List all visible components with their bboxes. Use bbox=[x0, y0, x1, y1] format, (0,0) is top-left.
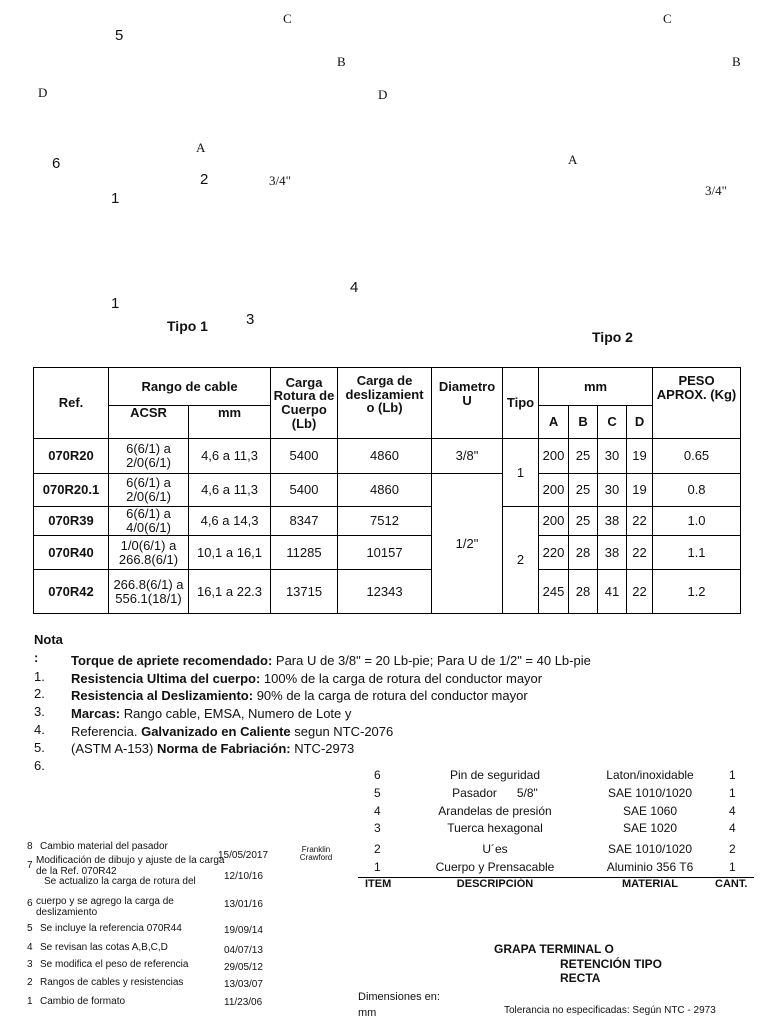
cell-a: 220 bbox=[539, 536, 569, 570]
note-number: 1. bbox=[34, 669, 45, 684]
notes-title: Nota bbox=[34, 632, 63, 647]
cell-acsr: 266.8(6/1) a 556.1(18/1) bbox=[109, 570, 189, 614]
cell-ref: 070R20 bbox=[34, 439, 109, 474]
header-a: A bbox=[539, 406, 569, 439]
bom-header-desc: DESCRIPCIÓN bbox=[456, 878, 534, 890]
note-number: 5. bbox=[34, 740, 45, 755]
callout-4: 4 bbox=[350, 279, 359, 296]
cell-ref: 070R20.1 bbox=[34, 474, 109, 507]
cell-desliz: 4860 bbox=[338, 439, 432, 474]
note-bold: Torque de apriete recomendado: bbox=[71, 653, 273, 668]
cell-desliz: 7512 bbox=[338, 507, 432, 536]
bom-item: 6 bbox=[374, 768, 381, 782]
revision-num: 5 bbox=[27, 923, 33, 934]
cell-peso: 1.2 bbox=[653, 570, 741, 614]
note-line bbox=[71, 706, 351, 721]
bom-cant: 4 bbox=[729, 804, 736, 818]
dim-label-3-4: 3/4" bbox=[269, 173, 291, 188]
dim-label-a: A bbox=[196, 140, 206, 155]
bom-header-item: ITEM bbox=[365, 878, 392, 890]
spec-table bbox=[33, 367, 741, 614]
callout-1: 1 bbox=[111, 190, 120, 207]
note-number: 3. bbox=[34, 704, 45, 719]
dim-label-d2: D bbox=[378, 87, 388, 102]
note-number: 2. bbox=[34, 686, 45, 701]
revision-text: Se incluye la referencia 070R44 bbox=[40, 923, 182, 934]
cell-b: 25 bbox=[569, 507, 598, 536]
cell-peso: 1.1 bbox=[653, 536, 741, 570]
cell-tipo: 1 bbox=[503, 439, 539, 507]
bom-desc: U´es bbox=[482, 842, 508, 856]
header-d: D bbox=[627, 406, 653, 439]
cell-peso: 1.0 bbox=[653, 507, 741, 536]
revision-date: 12/10/16 bbox=[224, 871, 263, 882]
bom-desc: Pin de seguridad bbox=[449, 768, 541, 782]
revision-num: 2 bbox=[27, 977, 33, 988]
note-bold: Marcas: bbox=[71, 706, 121, 721]
cell-b: 28 bbox=[569, 536, 598, 570]
bom-item: 3 bbox=[374, 821, 381, 835]
revision-text: cuerpo y se agrego la carga de deslizamiento bbox=[36, 896, 174, 918]
bom-desc: Arandelas de presión bbox=[438, 804, 552, 818]
bom-item: 2 bbox=[374, 842, 381, 856]
cell-desliz: 12343 bbox=[338, 570, 432, 614]
revision-date: 19/09/14 bbox=[224, 925, 263, 936]
cell-a: 245 bbox=[539, 570, 569, 614]
cell-c: 41 bbox=[598, 570, 627, 614]
cell-rotura: 5400 bbox=[271, 439, 338, 474]
cell-ref: 070R40 bbox=[34, 536, 109, 570]
table-row bbox=[34, 439, 741, 474]
revision-num: 3 bbox=[27, 959, 33, 970]
cell-ref: 070R42 bbox=[34, 570, 109, 614]
callout-3: 3 bbox=[246, 311, 255, 328]
bom-material: Aluminio 356 T6 bbox=[606, 860, 694, 874]
note-line bbox=[71, 653, 591, 668]
cell-d: 22 bbox=[627, 536, 653, 570]
header-mm-group: mm bbox=[539, 368, 653, 406]
cell-ref: 070R39 bbox=[34, 507, 109, 536]
bom-item: 5 bbox=[374, 786, 381, 800]
revision-date: 13/03/07 bbox=[224, 979, 263, 990]
bom-material: SAE 1060 bbox=[622, 804, 678, 818]
note-line bbox=[71, 741, 354, 756]
cell-c: 30 bbox=[598, 474, 627, 507]
callout-1b: 1 bbox=[111, 295, 120, 312]
note-rest: NTC-2973 bbox=[290, 741, 355, 756]
revision-date: 13/01/16 bbox=[224, 899, 263, 910]
cell-rotura: 11285 bbox=[271, 536, 338, 570]
cell-a: 200 bbox=[539, 439, 569, 474]
note-pre: (ASTM A-153) bbox=[71, 741, 157, 756]
cell-mm: 4,6 a 14,3 bbox=[189, 507, 271, 536]
note-rest: Rango cable, EMSA, Numero de Lote y bbox=[120, 706, 352, 721]
note-line bbox=[71, 688, 528, 703]
header-ref: Ref. bbox=[34, 368, 109, 439]
revision-text: Se revisan las cotas A,B,C,D bbox=[40, 942, 168, 953]
cell-b: 25 bbox=[569, 474, 598, 507]
tipo1-title: Tipo 1 bbox=[167, 318, 208, 334]
bom-cant: 1 bbox=[729, 768, 736, 782]
cell-b: 28 bbox=[569, 570, 598, 614]
header-peso: PESO APROX. (Kg) bbox=[653, 368, 741, 439]
cell-diametro: 3/8" bbox=[432, 439, 503, 474]
revision-date: 04/07/13 bbox=[224, 945, 263, 956]
revision-num: 7 bbox=[27, 860, 33, 871]
revision-text: Se actualizo la carga de rotura del bbox=[44, 876, 196, 887]
revision-author: Franklin Crawford bbox=[299, 845, 333, 863]
dim-label-c: C bbox=[283, 11, 292, 26]
callout-5: 5 bbox=[115, 27, 124, 44]
revision-text: Se modifica el peso de referencia bbox=[40, 959, 189, 970]
cell-desliz: 10157 bbox=[338, 536, 432, 570]
bom-material: SAE 1010/1020 bbox=[607, 842, 693, 856]
tipo2-dim-label-3-4: 3/4" bbox=[705, 183, 727, 198]
header-c: C bbox=[598, 406, 627, 439]
drawing-title-line3: RECTA bbox=[560, 971, 601, 985]
tolerance-note: Tolerancia no especificadas: Según NTC - 2973 bbox=[504, 1005, 716, 1016]
drawing-title-line1: GRAPA TERMINAL O bbox=[494, 942, 614, 956]
cell-a: 200 bbox=[539, 507, 569, 536]
header-tipo: Tipo bbox=[503, 368, 539, 439]
cell-tipo: 2 bbox=[503, 507, 539, 614]
table-row bbox=[34, 536, 741, 570]
cell-rotura: 13715 bbox=[271, 570, 338, 614]
bom-cant: 1 bbox=[729, 860, 736, 874]
cell-d: 19 bbox=[627, 474, 653, 507]
cell-rotura: 8347 bbox=[271, 507, 338, 536]
cell-mm: 4,6 a 11,3 bbox=[189, 474, 271, 507]
cell-d: 22 bbox=[627, 570, 653, 614]
notes-colon: : bbox=[34, 650, 39, 665]
bom-desc: Cuerpo y Prensacable bbox=[435, 860, 555, 874]
dimensions-label: Dimensiones en: bbox=[358, 991, 440, 1003]
header-acsr: ACSR bbox=[109, 406, 189, 439]
bom-desc: Pasador 5/8" bbox=[452, 786, 538, 800]
revision-text: Cambio material del pasador bbox=[40, 841, 168, 852]
revision-date: 15/05/2017 bbox=[218, 850, 269, 861]
cell-mm: 4,6 a 11,3 bbox=[189, 439, 271, 474]
cell-desliz: 4860 bbox=[338, 474, 432, 507]
note-rest: 90% de la carga de rotura del conductor mayor bbox=[253, 688, 528, 703]
cell-d: 19 bbox=[627, 439, 653, 474]
tipo2-dim-label-c: C bbox=[663, 11, 672, 26]
cell-c: 30 bbox=[598, 439, 627, 474]
cell-d: 22 bbox=[627, 507, 653, 536]
bom-material: Laton/inoxidable bbox=[606, 768, 694, 782]
bom-cant: 4 bbox=[729, 821, 736, 835]
cell-acsr: 6(6/1) a 4/0(6/1) bbox=[109, 507, 189, 536]
note-bold: Galvanizado en Caliente bbox=[141, 724, 291, 739]
note-line bbox=[71, 724, 393, 739]
tipo2-dim-label-b: B bbox=[732, 54, 741, 69]
revision-date: 11/23/06 bbox=[224, 997, 263, 1008]
cell-peso: 0.8 bbox=[653, 474, 741, 507]
cell-acsr: 6(6/1) a 2/0(6/1) bbox=[109, 439, 189, 474]
note-rest: Para U de 3/8" = 20 Lb-pie; Para U de 1/2" = 40 Lb-pie bbox=[272, 653, 591, 668]
revision-text: Cambio de formato bbox=[40, 996, 126, 1007]
tipo2-title: Tipo 2 bbox=[592, 329, 633, 345]
header-b: B bbox=[569, 406, 598, 439]
note-number: 4. bbox=[34, 722, 45, 737]
dim-label-d: D bbox=[38, 85, 48, 100]
revision-num: 6 bbox=[27, 898, 33, 909]
note-pre: Referencia. bbox=[71, 724, 142, 739]
revision-num: 8 bbox=[27, 841, 33, 852]
cell-acsr: 1/0(6/1) a 266.8(6/1) bbox=[109, 536, 189, 570]
cell-acsr: 6(6/1) a 2/0(6/1) bbox=[109, 474, 189, 507]
revision-date: 29/05/12 bbox=[224, 962, 263, 973]
revision-text: Modificación de dibujo y ajuste de la carga de la Ref. 070R42 bbox=[36, 855, 225, 877]
cell-c: 38 bbox=[598, 507, 627, 536]
revision-num: 4 bbox=[27, 942, 33, 953]
note-number: 6. bbox=[34, 758, 45, 773]
note-line bbox=[71, 671, 542, 686]
bom-desc: Tuerca hexagonal bbox=[447, 821, 543, 835]
table-row bbox=[34, 507, 741, 536]
cell-a: 200 bbox=[539, 474, 569, 507]
cell-b: 25 bbox=[569, 439, 598, 474]
tipo2-dim-label-a: A bbox=[568, 152, 578, 167]
bom-cant: 1 bbox=[729, 786, 736, 800]
callout-2: 2 bbox=[200, 171, 209, 188]
table-row bbox=[34, 474, 741, 507]
revision-text: Rangos de cables y resistencias bbox=[40, 977, 184, 988]
dim-label-b: B bbox=[337, 54, 346, 69]
bom-header-material: MATERIAL bbox=[621, 878, 678, 890]
bom-item: 1 bbox=[374, 860, 381, 874]
cell-mm: 16,1 a 22.3 bbox=[189, 570, 271, 614]
header-carga-rotura: Carga Rotura de Cuerpo (Lb) bbox=[271, 368, 338, 439]
revision-num: 1 bbox=[27, 996, 33, 1007]
note-bold: Norma de Fabriación: bbox=[156, 741, 291, 756]
cell-diametro: 1/2" bbox=[432, 474, 503, 614]
header-mm: mm bbox=[189, 406, 271, 439]
bom-material: SAE 1010/1020 bbox=[607, 786, 693, 800]
note-rest: 100% de la carga de rotura del conductor mayor bbox=[260, 671, 543, 686]
header-rango: Rango de cable bbox=[109, 368, 271, 406]
bom-header-cant: CANT. bbox=[715, 878, 748, 890]
drawing-title-line2: RETENCIÓN TIPO bbox=[560, 957, 663, 971]
table-row bbox=[34, 570, 741, 614]
note-rest: segun NTC-2076 bbox=[290, 724, 394, 739]
header-carga-desliz: Carga de deslizamient o (Lb) bbox=[338, 368, 432, 439]
cell-mm: 10,1 a 16,1 bbox=[189, 536, 271, 570]
cell-rotura: 5400 bbox=[271, 474, 338, 507]
bom-material: SAE 1020 bbox=[622, 821, 678, 835]
cell-peso: 0.65 bbox=[653, 439, 741, 474]
header-diametro: Diametro U bbox=[432, 368, 503, 439]
note-bold: Resistencia al Deslizamiento: bbox=[71, 688, 254, 703]
bom-item: 4 bbox=[374, 804, 381, 818]
note-bold: Resistencia Ultima del cuerpo: bbox=[71, 671, 261, 686]
cell-c: 38 bbox=[598, 536, 627, 570]
bom-cant: 2 bbox=[729, 842, 736, 856]
callout-6: 6 bbox=[52, 155, 61, 172]
dimensions-unit: mm bbox=[358, 1007, 377, 1019]
